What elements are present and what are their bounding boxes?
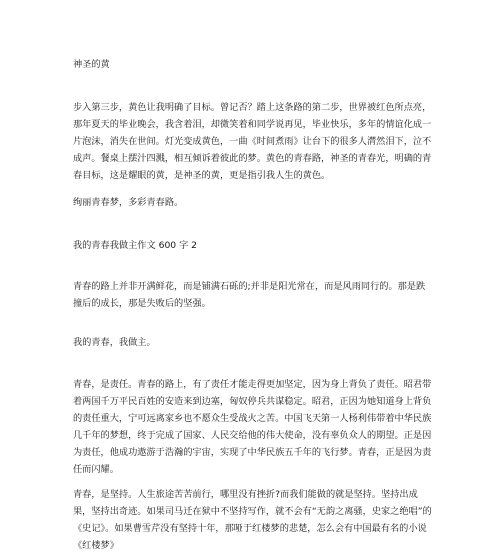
paragraph-5: 我的青春，我做主。: [73, 337, 156, 348]
paragraph-1: 步入第三步，黄色让我明确了目标。曾记否？踏上这条路的第二步，世界被红色所点亮，那年夏天的毕业晚会，我含着泪，却微笑着和同学说再见，毕业快乐，多年的情谊化成一片泡沫，消失在世间。灯光变成黄色，一曲《时间煮雨》让台下的很多人潸然泪下，泣不成声。餐桌上摆汁四溅，相互倾诉着彼此的梦。黄色的青春路，神圣的青春光，明确的青春目标，这是耀眼的黄，是神圣的黄，更是指引我人生的黄色。: [73, 102, 432, 181]
paragraph-3: 我的青春我做主作文 600 字 2: [73, 240, 198, 251]
paragraph-7: 青春，是坚持。人生旅途苦苦前行，哪里没有挫折?而我们能做的就是坚持。坚持出成果，坚持出奇迹。如果司马迁在狱中不坚持写作，就不会有“无韵之离骚，史家之绝唱”的《史记》。如果曹雪芹没有坚持十年，那哑于红楼梦的悲楚，怎么会有中国最有名的小说《红楼梦》: [73, 489, 432, 551]
paragraph-2: 绚丽青春梦，多彩青春路。: [73, 197, 184, 208]
paragraph-6: 青春，是责任。青春的路上，有了责任才能走得更加坚定，因为身上背负了责任。昭君带着两国千万平民百姓的安造来到边塞，匈奴停兵共谋稳定。昭君，正因为她知道身上背负的责任重大，宁可远离家乡也不愿众生受战火之苦。中国飞天第一人杨利伟带着中华民族几千年的梦想，终于完成了国家、人民交给他的伟大使命，没有辜负众人的期望。正是因为责任，他成功遨游于浩瀚的宇宙，实现了中华民族五千年的飞行梦。青春，正是因为责任而闪耀。: [73, 379, 432, 475]
paragraph-4: 青春的路上并非开满鲜花，而是铺满石砾的;并非是阳光常在，而是风雨同行的。那是跌撞后的成长，那是失败后的坚强。: [73, 281, 426, 309]
heading: 神圣的黄: [73, 59, 110, 70]
